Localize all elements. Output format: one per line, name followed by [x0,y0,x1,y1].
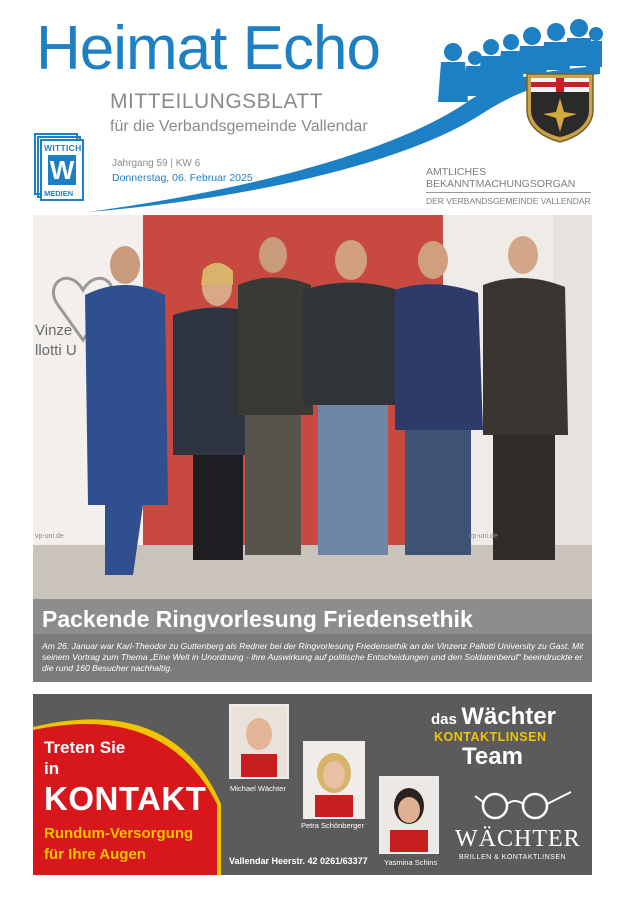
glasses-icon [473,788,573,824]
wittich-medien-logo [34,133,86,203]
cover-photo [33,215,592,599]
ad-tagline-1: Rundum-Versorgung [44,825,194,842]
banner-url-left: vp-uni.de [35,533,64,540]
brand-das: das [431,711,457,728]
ad-line-1: Treten Sie [44,738,126,757]
official-divider [426,192,591,193]
portrait-yasmina [379,776,439,854]
brand-kontaktlinsen: KONTAKTLINSEN [434,730,547,744]
brand-heading [431,703,556,731]
brand-logo-text: WÄCHTER [455,826,581,852]
brand-waechter: Wächter [461,703,556,730]
coat-of-arms-icon [527,74,593,142]
person-name-2: Petra Schönberger [301,821,364,830]
ad-kontakt: KONTAKT [44,780,207,817]
official-line-2: BEKANNTMACHUNGSORGAN [426,178,576,190]
issue-number: Jahrgang 59 | KW 6 [112,158,201,169]
group-photo-illustration [33,215,592,599]
banner-text-2: llotti U [35,342,77,359]
article-headline: Packende Ringvorlesung Friedensethik [42,606,473,632]
article-teaser: Am 26. Januar war Karl-Theodor zu Guttenberg als Redner bei der Ringvorlesung Friedensethik an der Vinzenz Pallotti University zu Gast. Mit seinem Vortrag zum Thema „Eine Welt in Unordnung - ihre Auswirkung auf politische Entscheidungen und den Soldatenberuf“ beeindruckte er die rund 160 Besucher nachhaltig. [42,641,584,673]
banner-url-right: vp-uni.de [469,533,498,540]
ad-address: Vallendar Heerstr. 42 0261/63377 [229,856,368,866]
ad-line-2: in [44,759,60,778]
ad-tagline-2: für Ihre Augen [44,846,146,863]
person-name-3: Yasmina Schins [384,858,438,867]
brand-team: Team [462,743,523,770]
portrait-petra [303,741,365,819]
issue-date: Donnerstag, 06. Februar 2025 [112,172,253,184]
masthead-title: Heimat Echo [36,14,380,83]
logo-bottom-text: MEDIEN [44,189,74,198]
official-municipality: DER VERBANDSGEMEINDE VALLENDAR [426,196,591,206]
masthead-subtitle: MITTEILUNGSBLATT [110,90,323,113]
brand-tagline: BRILLEN & KONTAKTLINSEN [459,854,567,861]
logo-letter: W [49,155,75,185]
logo-top-text: WITTICH [44,143,82,153]
official-organ-label [426,166,575,190]
portrait-michael [229,704,289,779]
masthead-region: für die Verbandsgemeinde Vallendar [110,118,368,135]
banner-text-1: Vinze [35,322,73,339]
official-line-1: AMTLICHES [426,166,487,178]
person-name-1: Michael Wächter [230,784,286,793]
